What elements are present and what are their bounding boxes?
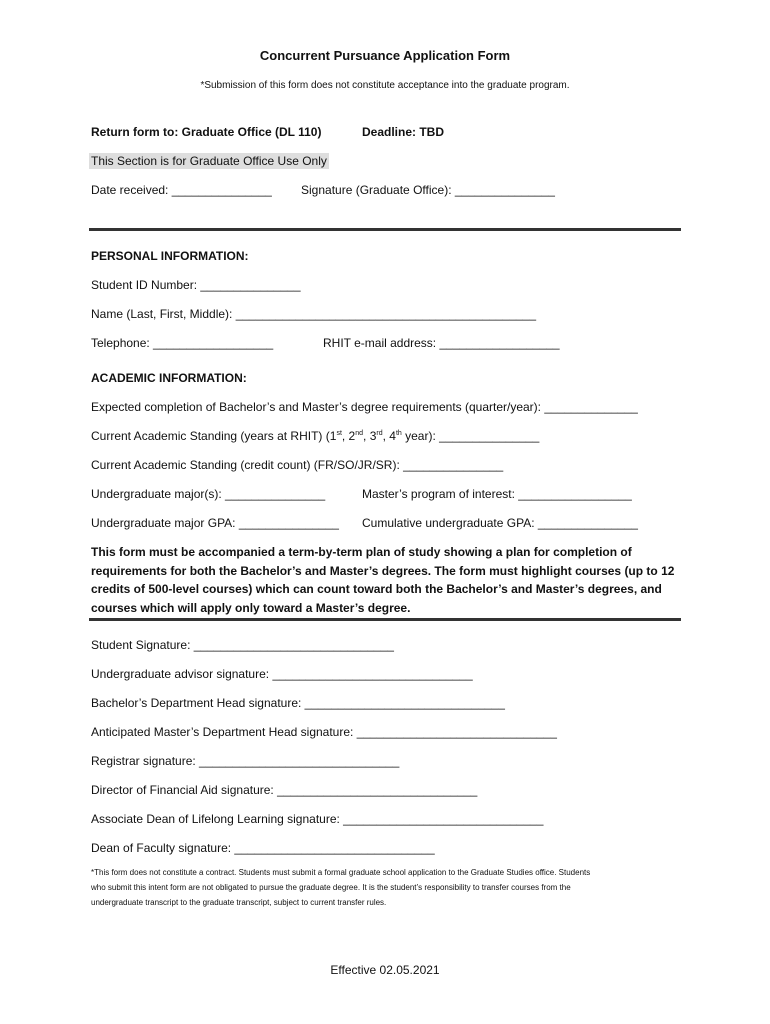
contract-footnote: *This form does not constitute a contract. Students must submit a formal graduate school application to the Graduate Studies office. Students who submit this intent form are not obligated to pursue the graduate degree. It is the student’s responsibility to transfer courses from the undergraduate transcript to the graduate transcript, subject to current transfer rules. — [91, 868, 591, 907]
student-id-field[interactable]: Student ID Number: _______________ — [91, 278, 301, 292]
section-divider-bottom — [89, 618, 681, 621]
masters-program-field[interactable]: Master’s program of interest: _________________ — [362, 487, 632, 501]
personal-info-heading: PERSONAL INFORMATION: — [91, 249, 249, 263]
form-title: Concurrent Pursuance Application Form — [259, 48, 511, 63]
lifelong-learning-signature-field[interactable]: Associate Dean of Lifelong Learning signature: ______________________________ — [91, 812, 544, 826]
section-divider-top — [89, 228, 681, 231]
academic-info-heading: ACADEMIC INFORMATION: — [91, 371, 247, 385]
return-to-text: Return form to: Graduate Office (DL 110) — [91, 125, 322, 139]
dean-faculty-signature-field[interactable]: Dean of Faculty signature: ______________________________ — [91, 841, 435, 855]
effective-date: Effective 02.05.2021 — [330, 963, 440, 977]
cumulative-gpa-field[interactable]: Cumulative undergraduate GPA: _______________ — [362, 516, 638, 530]
standing-years-field[interactable]: Current Academic Standing (years at RHIT) (1st, 2nd, 3rd, 4th year): _______________ — [91, 429, 540, 443]
undergrad-major-field[interactable]: Undergraduate major(s): _______________ — [91, 487, 326, 501]
plan-of-study-notice: This form must be accompanied a term-by-term plan of study showing a plan for completion of requirements for both the Bachelor’s and Master’s degrees. The form must highlight courses (up to 12 credits of 500-level courses) which can count toward both the Bachelor’s and Master’s degrees, and courses which will apply only toward a Master’s degree. — [91, 545, 675, 615]
email-field[interactable]: RHIT e-mail address: __________________ — [323, 336, 560, 350]
undergrad-advisor-signature-field[interactable]: Undergraduate advisor signature: ______________________________ — [91, 667, 473, 681]
bachelors-head-signature-field[interactable]: Bachelor’s Department Head signature: ______________________________ — [91, 696, 505, 710]
date-received-field[interactable]: Date received: _______________ — [91, 183, 272, 197]
registrar-signature-field[interactable]: Registrar signature: ______________________________ — [91, 754, 400, 768]
office-use-label: This Section is for Graduate Office Use Only — [91, 154, 327, 168]
student-signature-field[interactable]: Student Signature: ______________________________ — [91, 638, 394, 652]
expected-completion-field[interactable]: Expected completion of Bachelor’s and Master’s degree requirements (quarter/year): ______________ — [91, 400, 638, 414]
financial-aid-signature-field[interactable]: Director of Financial Aid signature: ______________________________ — [91, 783, 478, 797]
deadline-text: Deadline: TBD — [362, 125, 445, 139]
undergrad-gpa-field[interactable]: Undergraduate major GPA: _______________ — [91, 516, 339, 530]
telephone-field[interactable]: Telephone: __________________ — [91, 336, 274, 350]
standing-credit-field[interactable]: Current Academic Standing (credit count) (FR/SO/JR/SR): _______________ — [91, 458, 504, 472]
form-subtitle: *Submission of this form does not constitute acceptance into the graduate program. — [200, 80, 570, 91]
name-field[interactable]: Name (Last, First, Middle): _____________________________________________ — [91, 307, 537, 321]
masters-head-signature-field[interactable]: Anticipated Master’s Department Head signature: ______________________________ — [91, 725, 557, 739]
office-signature-field[interactable]: Signature (Graduate Office): _______________ — [301, 183, 555, 197]
